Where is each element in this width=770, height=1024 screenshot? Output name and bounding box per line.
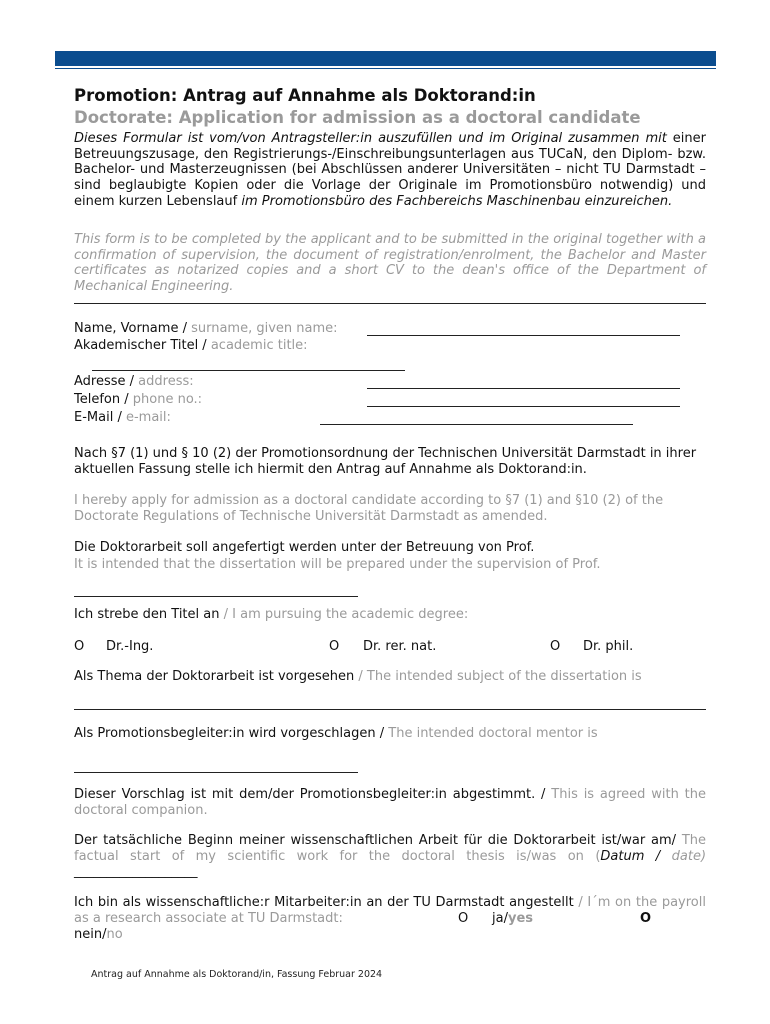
degree-option-drphil[interactable]: O Dr. phil. xyxy=(550,639,634,654)
phone-field[interactable] xyxy=(367,406,680,407)
footer-text: Antrag auf Annahme als Doktorand/in, Fassung Februar 2024 xyxy=(91,969,383,980)
title-de: Promotion: Antrag auf Annahme als Doktorand:in xyxy=(74,86,536,105)
declaration-de: Nach §7 (1) und § 10 (2) der Promotionsordnung der Technischen Universität Darmstadt in ihrer aktuellen Fassung stelle ich hiermit den Antrag auf Annahme als Doktorand:in. xyxy=(74,446,697,477)
name-label: Name, Vorname / surname, given name: xyxy=(74,321,338,336)
address-field[interactable] xyxy=(367,388,680,389)
employment-option-yes[interactable]: O ja/yes xyxy=(458,911,533,926)
radio-circle-icon: O xyxy=(74,639,85,654)
name-field[interactable] xyxy=(367,335,680,336)
employment-text: Ich bin als wissenschaftliche:r Mitarbeiter:in an der TU Darmstadt angestellt / I´m on the payroll as a research associate at TU Darmstadt: xyxy=(74,895,706,926)
start-date-field[interactable]: ___________________ xyxy=(74,864,198,880)
academic-title-label: Akademischer Titel / academic title: xyxy=(74,338,308,353)
supervision-en: It is intended that the dissertation will be prepared under the supervision of Prof. xyxy=(74,557,601,572)
mentor-label: Als Promotionsbegleiter:in wird vorgeschlagen / The intended doctoral mentor is xyxy=(74,726,598,741)
supervision-de: Die Doktorarbeit soll angefertigt werden unter der Betreuung von Prof. xyxy=(74,540,535,555)
email-field[interactable] xyxy=(320,424,633,425)
address-label: Adresse / address: xyxy=(74,374,194,389)
agreement-text: Dieser Vorschlag ist mit dem/der Promotionsbegleiter:in abgestimmt. / This is agreed with the doctoral companion. xyxy=(74,787,707,818)
section-divider xyxy=(74,303,706,304)
header-thin-line xyxy=(55,68,716,69)
topic-field[interactable] xyxy=(74,709,706,710)
intro-en: This form is to be completed by the applicant and to be submitted in the original together with a confirmation of supervision, the document of registration/enrolment, the Bachelor and Master certificates as notarized copies and a short CV to the dean's office of the Department of Mechanical Engineering. xyxy=(74,232,706,295)
intro-de: Dieses Formular ist vom/von Antragsteller:in auszufüllen und im Original zusammen mit einer Betreuungszusage, den Registrierungs-/Einschreibungsunterlagen aus TUCaN, den Diplom- bzw. Bachelor- und Masterzeugnissen (bei Abschlüssen anderer Universitäten – nicht TU Darmstadt – sind beglaubigte Kopien oder die Vorlage der Originale im Promotionsbüro notwendig) und einem kurzen Lebenslauf im Promotionsbüro des Fachbereichs Maschinenbau einzureichen. xyxy=(74,131,706,209)
employment-option-no-marker[interactable]: O xyxy=(640,911,652,926)
title-en: Doctorate: Application for admission as a doctoral candidate xyxy=(74,108,641,127)
radio-circle-icon: O xyxy=(458,911,469,926)
radio-circle-icon: O xyxy=(329,639,340,654)
header-color-bar xyxy=(55,51,716,66)
email-label: E-Mail / e-mail: xyxy=(74,410,171,425)
degree-option-dring[interactable]: O Dr.-Ing. xyxy=(74,639,154,654)
phone-label: Telefon / phone no.: xyxy=(74,392,203,407)
academic-title-field[interactable] xyxy=(92,370,405,371)
declaration-en: I hereby apply for admission as a doctoral candidate according to §7 (1) and §10 (2) of the Doctorate Regulations of Technische Universität Darmstadt as amended. xyxy=(74,493,664,524)
degree-option-drrernat[interactable]: O Dr. rer. nat. xyxy=(329,639,437,654)
mentor-field[interactable] xyxy=(74,772,358,773)
employment-option-no[interactable]: nein/no xyxy=(74,927,123,942)
start-date-text: Der tatsächliche Beginn meiner wissenschaftlichen Arbeit für die Doktorarbeit ist/war am/ The factual start of my scientific work for the doctoral thesis is/was on (Datum / date) ___________________ xyxy=(74,833,707,880)
degree-question: Ich strebe den Titel an / I am pursuing the academic degree: xyxy=(74,607,469,622)
supervisor-field[interactable] xyxy=(74,596,358,597)
radio-circle-icon: O xyxy=(550,639,561,654)
topic-label: Als Thema der Doktorarbeit ist vorgesehen / The intended subject of the dissertation is xyxy=(74,669,642,684)
